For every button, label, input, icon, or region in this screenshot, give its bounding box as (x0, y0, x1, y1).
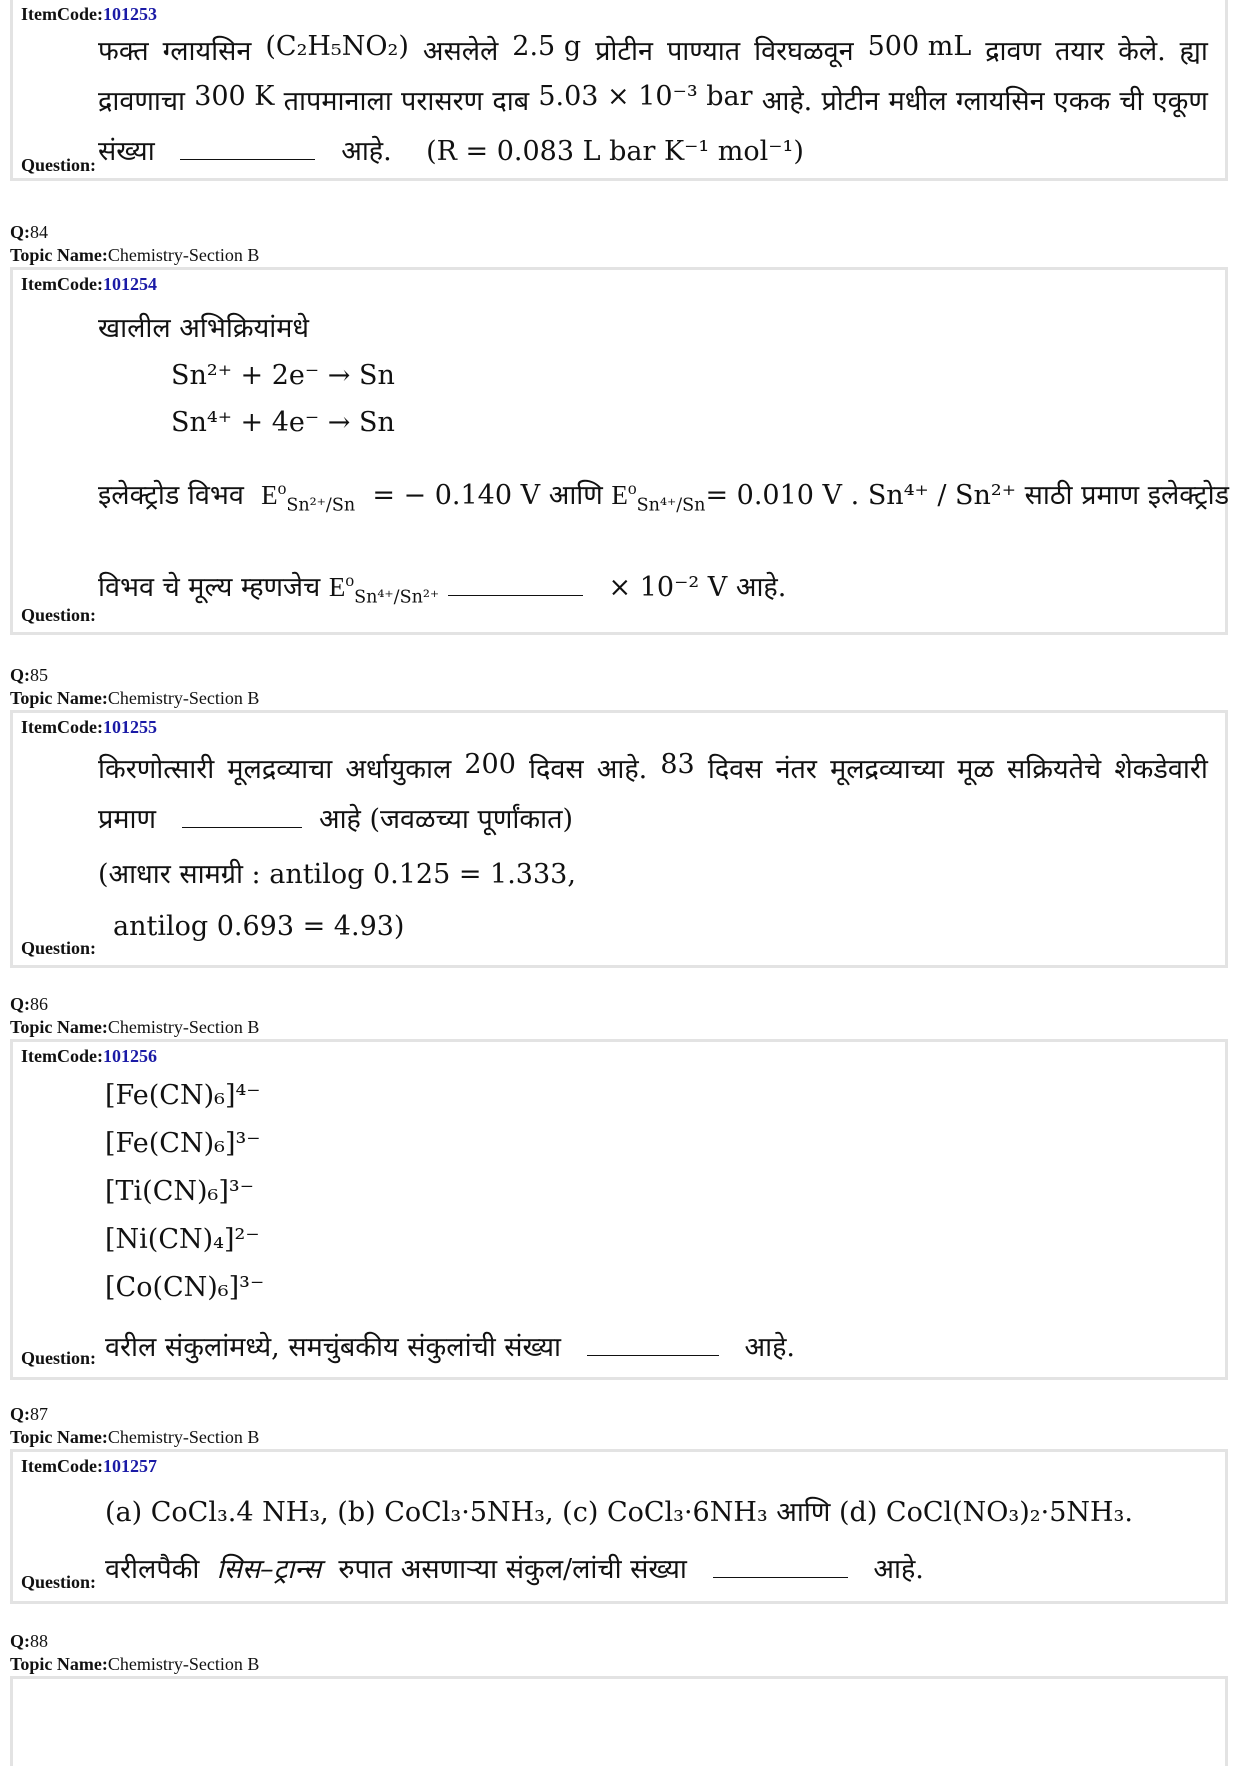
q84-topic: Topic Name:Chemistry-Section B (10, 245, 260, 265)
item-code: ItemCode:101254 (21, 274, 157, 294)
question-box-87 (10, 1449, 1228, 1604)
answer-blank (587, 1351, 719, 1356)
item-code-value: 101255 (102, 717, 157, 737)
q84-line-5: विभव चे मूल्य म्हणजेच $E^o_{Sn^{4+}/Sn^{2+}}$ × 10⁻² V आहे. (98, 570, 787, 608)
complex-4: [Ni(CN)₄]²⁻ (105, 1224, 260, 1255)
q83-line-2: द्रावणाचा 300 K तापमानाला परासरण दाब 5.03 × 10⁻³ bar आहे. प्रोटीन मधील ग्लायसिन एकक ची एकूण (98, 81, 1208, 117)
q85-line-2: प्रमाण आहे (जवळच्या पूर्णांकात) (98, 804, 573, 835)
item-code: ItemCode:101255 (21, 717, 157, 737)
q85-topic: Topic Name:Chemistry-Section B (10, 688, 260, 708)
item-code: ItemCode:101257 (21, 1456, 157, 1476)
question-label: Question: (21, 1348, 97, 1368)
q83-line-3: संख्या आहे. (R = 0.083 L bar K⁻¹ mol⁻¹) (98, 136, 804, 167)
answer-blank (182, 823, 302, 828)
question-box-84 (10, 267, 1228, 635)
question-box-86 (10, 1039, 1228, 1380)
q85-line-4: antilog 0.693 = 4.93) (113, 911, 405, 942)
q84-intro: खालील अभिक्रियांमधे (98, 313, 310, 344)
q86-statement: वरील संकुलांमध्ये, समचुंबकीय संकुलांची संख्या आहे. (105, 1332, 796, 1363)
q84-number: Q:84 (10, 222, 48, 242)
complex-3: [Ti(CN)₆]³⁻ (105, 1176, 254, 1207)
question-label: Question: (21, 605, 97, 625)
q84-equation-1: Sn²⁺ + 2e⁻ → Sn (171, 360, 395, 391)
q87-line-1: (a) CoCl₃.4 NH₃, (b) CoCl₃·5NH₃, (c) CoCl₃·6NH₃ आणि (d) CoCl(NO₃)₂·5NH₃. (105, 1497, 1133, 1528)
q87-number: Q:87 (10, 1404, 48, 1424)
q85-line-3: (आधार सामग्री : antilog 0.125 = 1.333, (98, 859, 576, 890)
question-label: Question: (21, 938, 97, 958)
complex-2: [Fe(CN)₆]³⁻ (105, 1128, 261, 1159)
q87-line-2: वरीलपैकी सिस–ट्रान्स रुपात असणाऱ्या संकुल/लांची संख्या आहे. (105, 1554, 924, 1585)
item-code: ItemCode:101256 (21, 1046, 157, 1066)
q84-line-4: इलेक्ट्रोड विभव $E^o_{Sn^{2+}/Sn}$ = − 0.140 V आणि $E^o_{Sn^{4+}/Sn}= 0.010$ V . Sn⁴⁺ / Sn²⁺ साठी प्रमाण इलेक्ट्रोड (98, 478, 1230, 516)
complex-5: [Co(CN)₆]³⁻ (105, 1272, 265, 1303)
q88-topic: Topic Name:Chemistry-Section B (10, 1654, 260, 1674)
item-code-value: 101257 (102, 1456, 157, 1476)
item-code: ItemCode:101253 (21, 4, 157, 24)
answer-blank (713, 1573, 848, 1578)
q85-line-1: किरणोत्सारी मूलद्रव्याचा अर्धायुकाल 200 दिवस आहे. 83 दिवस नंतर मूलद्रव्याच्या मूळ सक्रियतेचे शेकडेवारी (98, 749, 1208, 785)
question-box-85 (10, 710, 1228, 968)
question-box-88 (10, 1676, 1228, 1766)
q86-topic: Topic Name:Chemistry-Section B (10, 1017, 260, 1037)
item-code-value: 101253 (102, 4, 157, 24)
question-box-83 (10, 0, 1228, 181)
q85-number: Q:85 (10, 665, 48, 685)
question-label: Question: (21, 155, 97, 175)
item-code-value: 101256 (102, 1046, 157, 1066)
question-label: Question: (21, 1572, 97, 1592)
answer-blank (448, 591, 583, 596)
q83-line-1: फक्त ग्लायसिन (C₂H₅NO₂) असलेले 2.5 g प्रोटीन पाण्यात विरघळवून 500 mL द्रावण तयार केले. ह्या (98, 31, 1208, 67)
q84-equation-2: Sn⁴⁺ + 4e⁻ → Sn (171, 407, 395, 438)
complex-1: [Fe(CN)₆]⁴⁻ (105, 1080, 261, 1111)
q86-number: Q:86 (10, 994, 48, 1014)
answer-blank (180, 155, 315, 160)
item-code-value: 101254 (102, 274, 157, 294)
q88-number: Q:88 (10, 1631, 48, 1651)
q87-topic: Topic Name:Chemistry-Section B (10, 1427, 260, 1447)
